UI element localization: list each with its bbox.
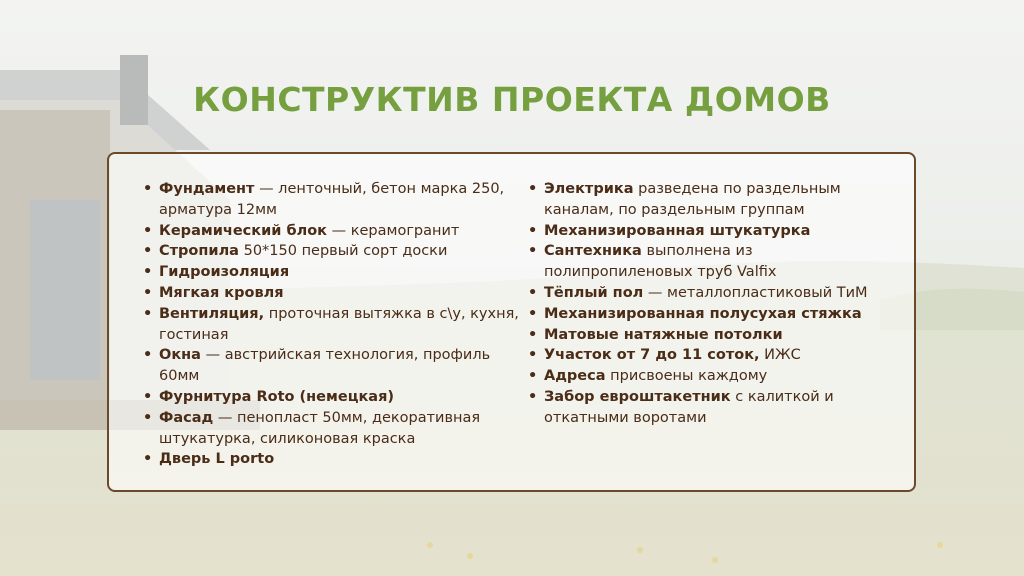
spec-item: [528, 325, 898, 346]
spec-item-name: Мягкая кровля: [159, 284, 284, 301]
spec-item-detail: разведена по раздельным каналам, по раздельным группам: [544, 181, 841, 218]
spec-item-detail: — пенопласт 50мм, декоративная штукатурка, силиконовая краска: [159, 409, 481, 447]
spec-item: [143, 304, 523, 346]
spec-item-name: Забор евроштакетник: [544, 388, 731, 405]
spec-item-name: Матовые натяжные потолки: [544, 326, 783, 343]
spec-item-name: Фундамент: [159, 181, 255, 197]
spec-item-detail: выполнена из полипропиленовых труб Valfix: [544, 243, 777, 281]
spec-item: [143, 345, 523, 387]
spec-item-name: Вентиляция,: [159, 305, 265, 322]
spec-item: [143, 387, 523, 408]
specs-list-right: [528, 179, 898, 429]
spec-item-name: Адреса: [544, 368, 606, 385]
spec-item: [528, 221, 898, 242]
spec-item-detail: 50*150 первый сорт доски: [238, 243, 448, 260]
spec-item: [528, 304, 898, 325]
spec-item: [528, 179, 898, 221]
spec-item-detail: проточная вытяжка в с\у, кухня, гостиная: [159, 305, 519, 343]
spec-item-name: Электрика: [544, 181, 634, 197]
spec-item-name: Механизированная штукатурка: [544, 222, 811, 239]
spec-item-detail: присвоены каждому: [605, 368, 768, 385]
spec-item-name: Фасад: [159, 409, 214, 426]
spec-item: [143, 221, 523, 242]
spec-item: [143, 408, 523, 450]
spec-item-name: Окна: [159, 347, 201, 364]
spec-item-detail: — металлопластиковый ТиМ: [643, 284, 868, 301]
spec-item-name: Участок от 7 до 11 соток,: [544, 347, 760, 364]
spec-item: [143, 449, 523, 470]
specs-panel: [107, 152, 916, 492]
spec-item: [143, 283, 523, 304]
spec-item-name: Дверь L porto: [159, 451, 275, 468]
spec-item: [528, 366, 898, 387]
spec-item: [528, 283, 898, 304]
spec-item-name: Гидроизоляция: [159, 264, 290, 281]
spec-item: [528, 387, 898, 429]
spec-item-detail: с калиткой и откатными воротами: [544, 388, 834, 426]
spec-item-detail: — керамогранит: [327, 222, 460, 239]
spec-item: [143, 262, 523, 283]
spec-item-name: Керамический блок: [159, 222, 328, 239]
spec-item: [528, 345, 898, 366]
spec-item-detail: ИЖС: [759, 347, 801, 364]
spec-item-name: Механизированная полусухая стяжка: [544, 305, 862, 322]
specs-list-left: [143, 179, 523, 470]
spec-item: [143, 179, 523, 221]
spec-item-detail: — ленточный, бетон марка 250, арматура 12мм: [159, 181, 505, 218]
page-title: КОНСТРУКТИВ ПРОЕКТА ДОМОВ: [193, 80, 831, 119]
spec-item-detail: — австрийская технология, профиль 60мм: [159, 347, 491, 385]
spec-item: [143, 241, 523, 262]
spec-item: [528, 241, 898, 283]
spec-item-name: Стропила: [159, 243, 239, 260]
spec-item-name: Сантехника: [544, 243, 642, 260]
spec-item-name: Фурнитура Roto (немецкая): [159, 388, 395, 405]
spec-item-name: Тёплый пол: [544, 284, 644, 301]
